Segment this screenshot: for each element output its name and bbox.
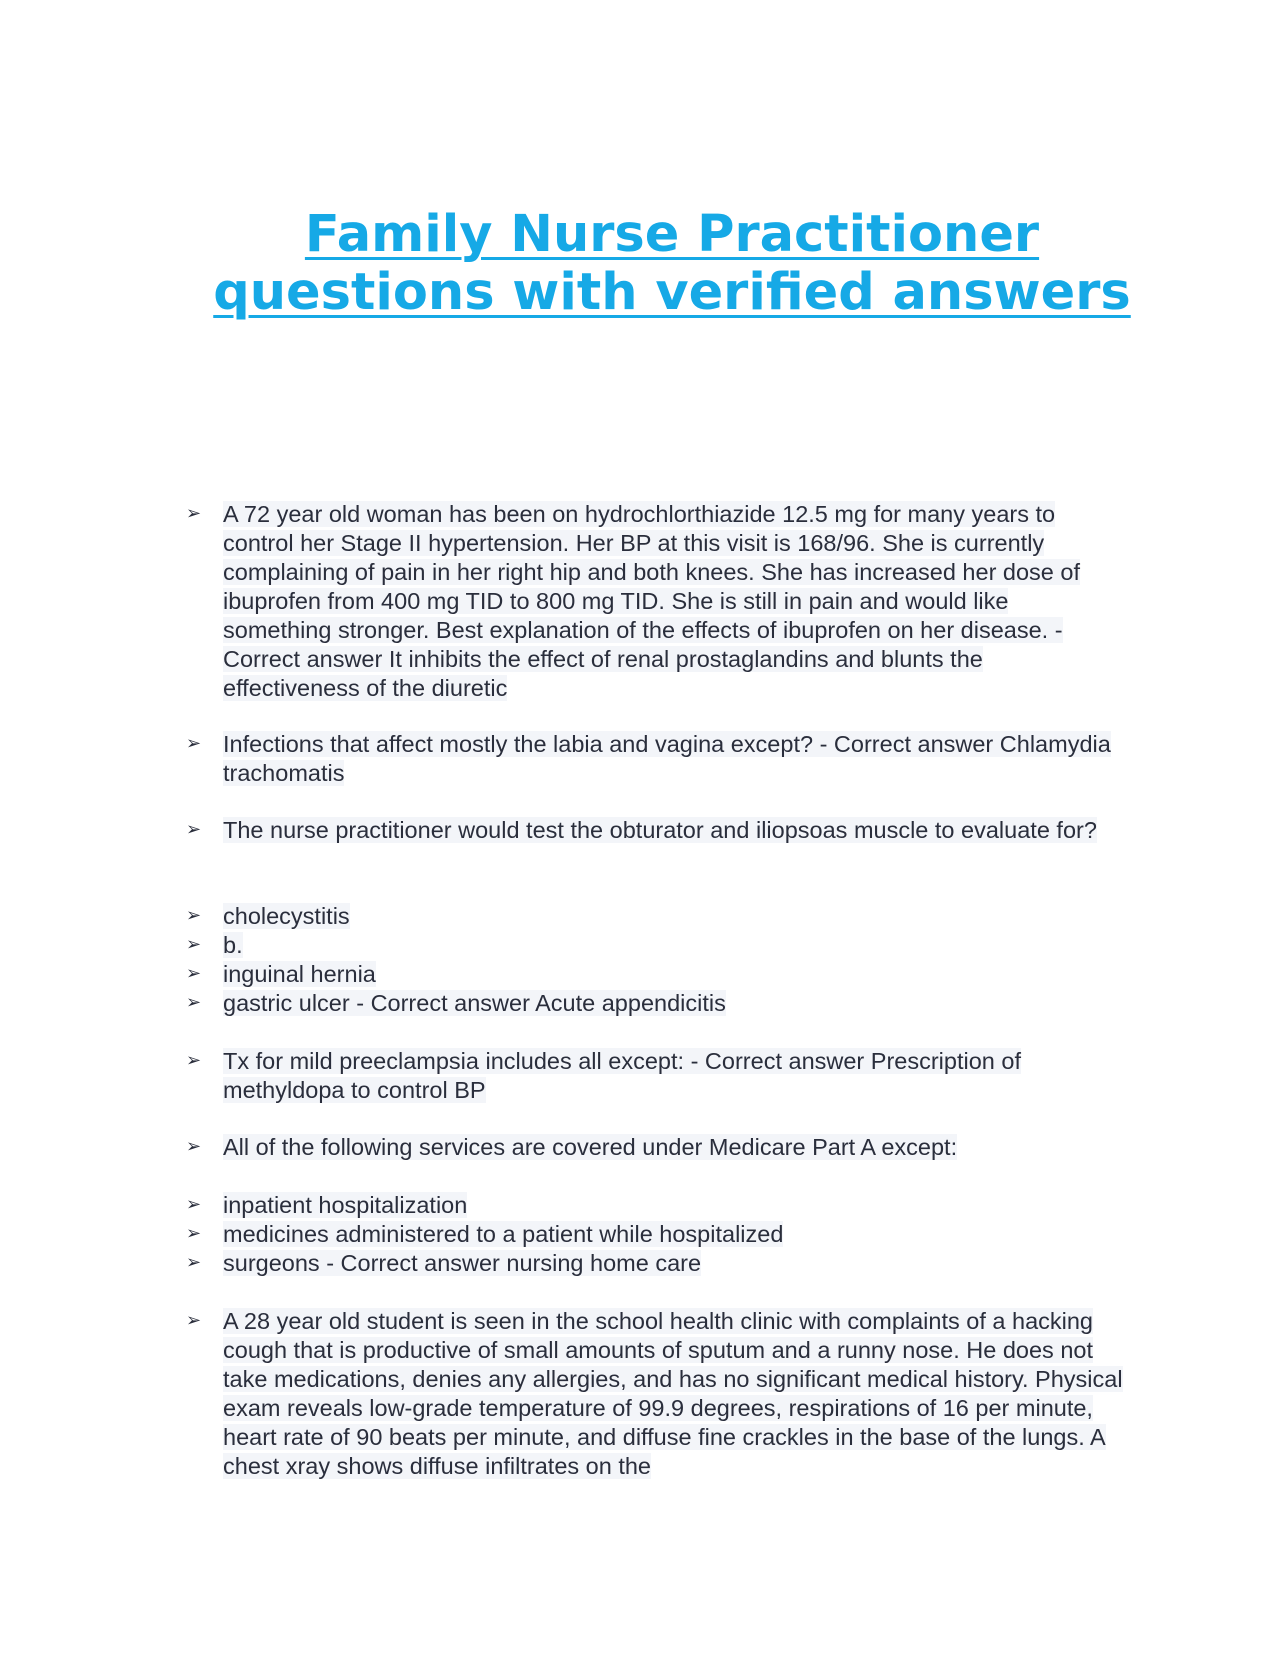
arrow-bullet-icon: ➢ (186, 963, 202, 984)
list-item-text: A 28 year old student is seen in the school health clinic with complaints of a hacking cough that is productive of small amounts of sputum and a runny nose. He does not take medications, denies any allergies, and has no significant medical history. Physical exam reveals low-grade temperature of 99.9 degrees, respirations of 16 per minute, heart rate of 90 beats per minute, and diffuse fine crackles in the base of the lungs. A chest xray shows diffuse infiltrates on the (223, 1308, 1123, 1479)
arrow-bullet-icon: ➢ (186, 503, 202, 524)
list-item-text: inguinal hernia (223, 961, 376, 987)
list-item (186, 1133, 1123, 1162)
list-item-text: Infections that affect mostly the labia and vagina except? - Correct answer Chlamydia trachomatis (223, 731, 1111, 786)
list-item (186, 1220, 1123, 1249)
arrow-bullet-icon: ➢ (186, 1223, 202, 1244)
arrow-bullet-icon: ➢ (186, 934, 202, 955)
arrow-bullet-icon: ➢ (186, 1194, 202, 1215)
list-item (186, 1307, 1123, 1481)
list-item-text: cholecystitis (223, 903, 350, 929)
list-item-text: inpatient hospitalization (223, 1192, 468, 1218)
list-item (186, 989, 1123, 1018)
arrow-bullet-icon: ➢ (186, 1252, 202, 1273)
arrow-bullet-icon: ➢ (186, 733, 202, 754)
list-item (186, 1047, 1123, 1105)
arrow-bullet-icon: ➢ (186, 1310, 202, 1331)
list-item (186, 960, 1123, 989)
list-item-text: The nurse practitioner would test the obturator and iliopsoas muscle to evaluate for? (223, 817, 1097, 843)
list-item-text: gastric ulcer - Correct answer Acute appendicitis (223, 990, 726, 1016)
list-item-text: surgeons - Correct answer nursing home care (223, 1250, 702, 1276)
list-item-text: Tx for mild preeclampsia includes all except: - Correct answer Prescription of methyldopa to control BP (223, 1048, 1021, 1103)
title-line-2: questions with verified answers (213, 263, 1131, 322)
arrow-bullet-icon: ➢ (186, 905, 202, 926)
title-line-1: Family Nurse Practitioner (304, 205, 1040, 264)
list-item (186, 730, 1123, 788)
arrow-bullet-icon: ➢ (186, 1050, 202, 1071)
arrow-bullet-icon: ➢ (186, 819, 202, 840)
list-item (186, 931, 1123, 960)
list-item (186, 500, 1123, 703)
list-item-text: A 72 year old woman has been on hydrochlorthiazide 12.5 mg for many years to control her Stage II hypertension. Her BP at this visit is 168/96. She is currently complaining of pain in her right hip and both knees. She has increased her dose of ibuprofen from 400 mg TID to 800 mg TID. She is still in pain and would like something stronger. Best explanation of the effects of ibuprofen on her disease. - Correct answer It inhibits the effect of renal prostaglandins and blunts the effectiveness of the diuretic (223, 501, 1081, 701)
document-title (140, 206, 1204, 322)
list-item-text: medicines administered to a patient while hospitalized (223, 1221, 784, 1247)
list-item (186, 1249, 1123, 1278)
list-item (186, 1191, 1123, 1220)
list-item-text: b. (223, 932, 243, 958)
arrow-bullet-icon: ➢ (186, 1136, 202, 1157)
list-item (186, 816, 1123, 845)
list-item-text: All of the following services are covered under Medicare Part A except: (223, 1134, 958, 1160)
arrow-bullet-icon: ➢ (186, 992, 202, 1013)
list-item (186, 902, 1123, 931)
